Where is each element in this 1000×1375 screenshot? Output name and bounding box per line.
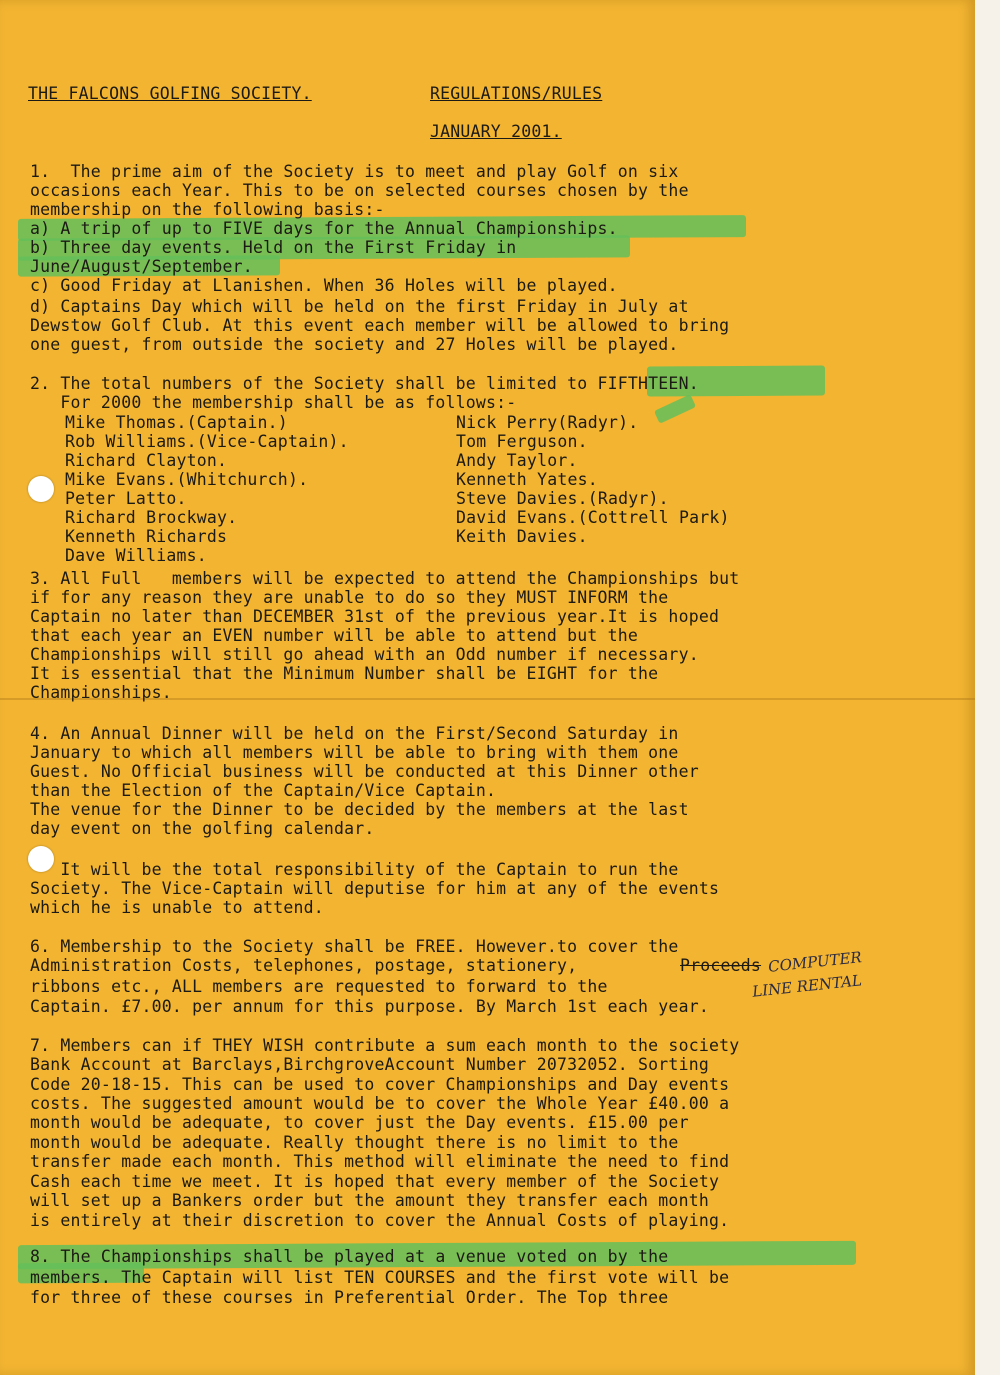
struck-word: Proceeds — [680, 956, 762, 975]
text-line: Captain no later than DECEMBER 31st of the previous year.It is hoped — [30, 607, 720, 626]
text-line: day event on the golfing calendar. — [30, 819, 375, 838]
text-line: is entirely at their discretion to cover the Annual Costs of playing. — [30, 1211, 730, 1230]
text-line: 8. The Championships shall be played at a venue voted on by the — [30, 1247, 669, 1266]
text-line: Administration Costs, telephones, postage, stationery, — [30, 956, 578, 975]
text-line: Championships will still go ahead with an Odd number if necessary. — [30, 645, 699, 664]
member-name: Rob Williams.(Vice-Captain). — [65, 432, 349, 451]
member-name: Nick Perry(Radyr). — [456, 413, 639, 432]
member-name: Mike Evans.(Whitchurch). — [65, 470, 309, 489]
member-name: Keith Davies. — [456, 527, 588, 546]
text-line: The venue for the Dinner to be decided by the members at the last — [30, 800, 689, 819]
member-name: Kenneth Richards — [65, 527, 228, 546]
text-line: 1. The prime aim of the Society is to meet and play Golf on six — [30, 162, 679, 181]
text-line: b) Three day events. Held on the First Friday in — [30, 238, 517, 257]
member-name: Mike Thomas.(Captain.) — [65, 413, 288, 432]
text-line: for three of these courses in Preferential Order. The Top three — [30, 1288, 669, 1307]
text-line: 7. Members can if THEY WISH contribute a sum each month to the society — [30, 1036, 740, 1055]
text-line: which he is unable to attend. — [30, 898, 324, 917]
member-name: Richard Clayton. — [65, 451, 228, 470]
text-line: 3. All Full members will be expected to attend the Championships but — [30, 569, 740, 588]
text-line: month would be adequate. Really thought there is no limit to the — [30, 1133, 679, 1152]
text-line: 6. Membership to the Society shall be FREE. However.to cover the — [30, 937, 679, 956]
text-line: if for any reason they are unable to do so they MUST INFORM the — [30, 588, 669, 607]
text-line: ribbons etc., ALL members are requested to forward to the — [30, 977, 608, 996]
scan-margin — [975, 0, 1000, 1375]
handwritten-note: COMPUTER — [767, 948, 863, 976]
text-line: month would be adequate, to cover just the Day events. £15.00 per — [30, 1113, 689, 1132]
text-line: Dewstow Golf Club. At this event each member will be allowed to bring — [30, 316, 730, 335]
text-line: occasions each Year. This to be on selected courses chosen by the — [30, 181, 689, 200]
handwritten-note: LINE RENTAL — [751, 971, 863, 1001]
document-heading: REGULATIONS/RULES — [430, 84, 603, 103]
text-line: It is essential that the Minimum Number shall be EIGHT for the — [30, 664, 659, 683]
text-line: Code 20-18-15. This can be used to cover Championships and Day events — [30, 1075, 730, 1094]
text-line: than the Election of the Captain/Vice Captain. — [30, 781, 497, 800]
text-line: membership on the following basis:- — [30, 200, 385, 219]
text-line: Society. The Vice-Captain will deputise for him at any of the events — [30, 879, 720, 898]
text-line: For 2000 the membership shall be as follows:- — [30, 393, 517, 412]
text-line: June/August/September. — [30, 257, 253, 276]
text-line: Guest. No Official business will be conducted at this Dinner other — [30, 762, 699, 781]
text-line: Cash each time we meet. It is hoped that every member of the Society — [30, 1172, 720, 1191]
text-line: 2. The total numbers of the Society shall be limited to FIFTHTEEN. — [30, 374, 699, 393]
member-name: Dave Williams. — [65, 546, 207, 565]
text-line: c) Good Friday at Llanishen. When 36 Holes will be played. — [30, 276, 618, 295]
document-date: JANUARY 2001. — [430, 122, 562, 141]
text-line: members. The Captain will list TEN COURSES and the first vote will be — [30, 1268, 730, 1287]
member-name: Andy Taylor. — [456, 451, 578, 470]
text-line: transfer made each month. This method will eliminate the need to find — [30, 1152, 730, 1171]
text-line: Bank Account at Barclays,BirchgroveAccount Number 20732052. Sorting — [30, 1055, 709, 1074]
text-line: that each year an EVEN number will be able to attend but the — [30, 626, 639, 645]
member-name: David Evans.(Cottrell Park) — [456, 508, 730, 527]
member-name: Kenneth Yates. — [456, 470, 598, 489]
text-line: Championships. — [30, 683, 172, 702]
text-line: costs. The suggested amount would be to cover the Whole Year £40.00 a — [30, 1094, 730, 1113]
member-name: Steve Davies.(Radyr). — [456, 489, 669, 508]
member-name: Peter Latto. — [65, 489, 187, 508]
punch-hole — [28, 476, 54, 502]
member-name: Tom Ferguson. — [456, 432, 588, 451]
member-name: Richard Brockway. — [65, 508, 238, 527]
text-line: a) A trip of up to FIVE days for the Annual Championships. — [30, 219, 618, 238]
text-line: Captain. £7.00. per annum for this purpose. By March 1st each year. — [30, 997, 709, 1016]
society-title: THE FALCONS GOLFING SOCIETY. — [28, 84, 312, 103]
text-line: It will be the total responsibility of the Captain to run the — [30, 860, 679, 879]
text-line: 4. An Annual Dinner will be held on the First/Second Saturday in — [30, 724, 679, 743]
text-line: d) Captains Day which will be held on the first Friday in July at — [30, 297, 689, 316]
text-line: one guest, from outside the society and 27 Holes will be played. — [30, 335, 679, 354]
text-line: will set up a Bankers order but the amount they transfer each month — [30, 1191, 709, 1210]
text-line: January to which all members will be able to bring with them one — [30, 743, 679, 762]
